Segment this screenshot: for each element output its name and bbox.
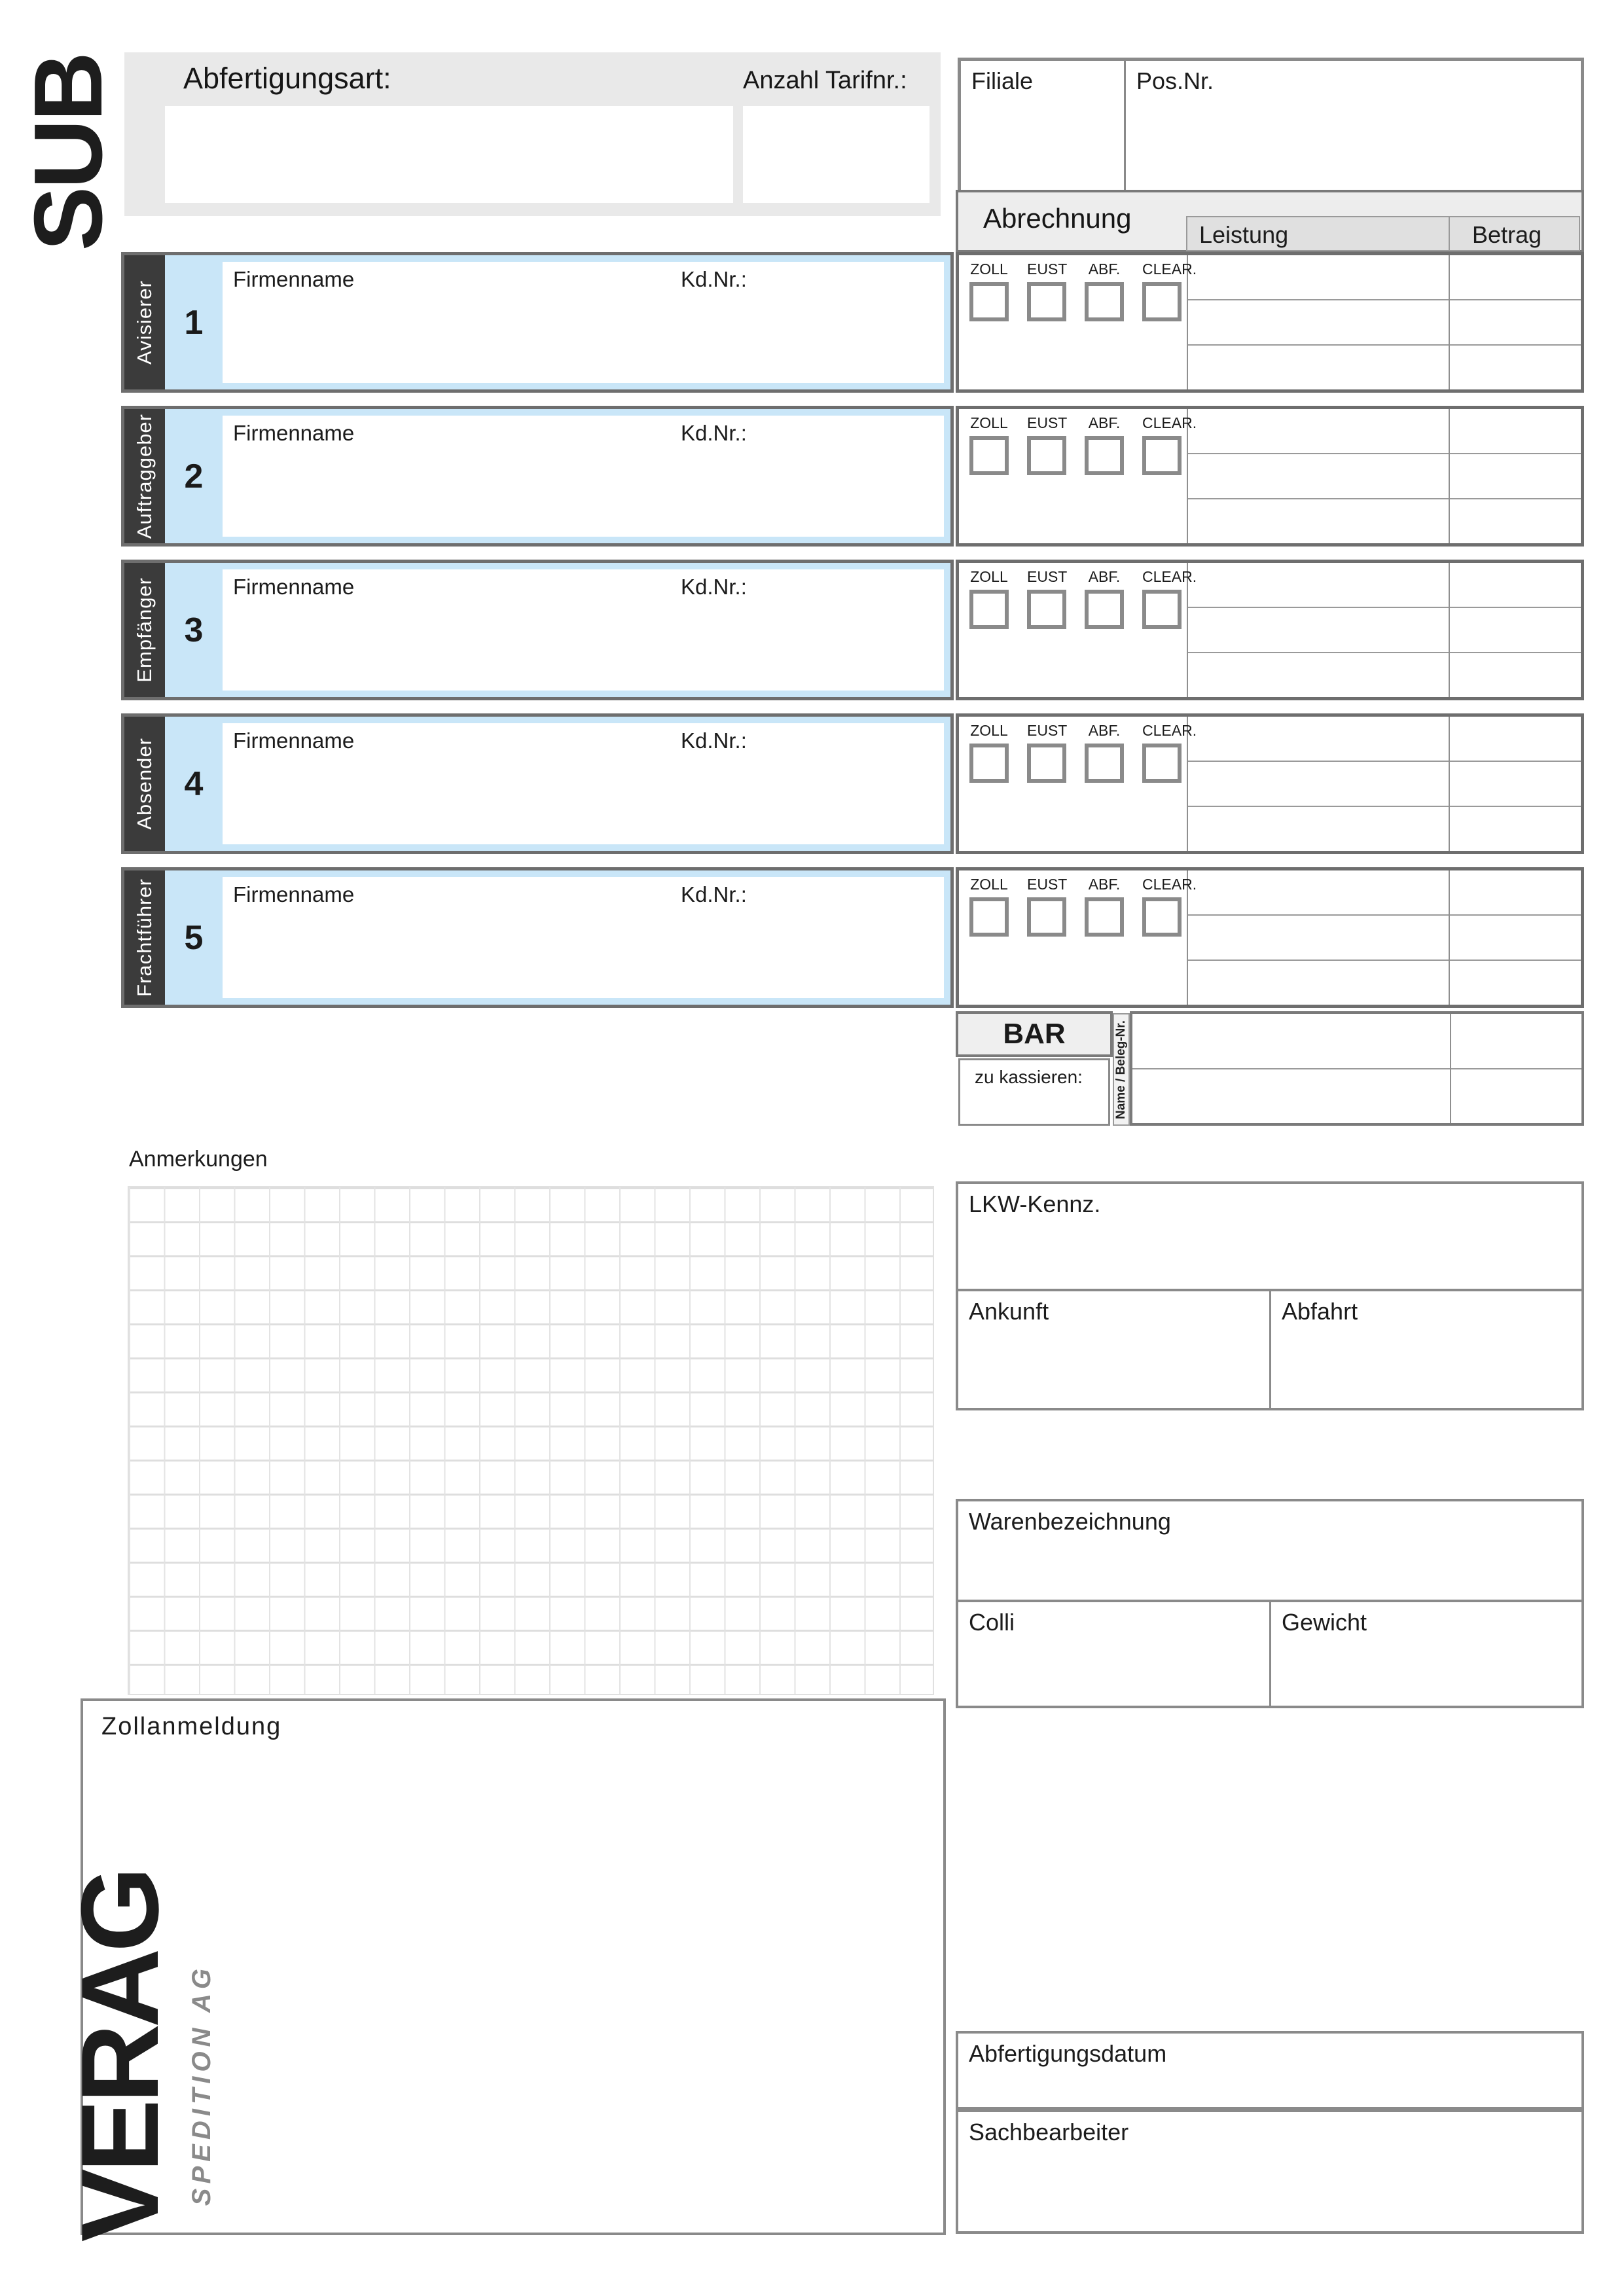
leistung-cell[interactable] <box>1188 563 1449 608</box>
kdnr-label: Kd.Nr.: <box>681 882 747 906</box>
abf-checkbox[interactable] <box>1085 897 1124 937</box>
leistung-cell[interactable] <box>1188 916 1449 961</box>
ankunft-label: Ankunft <box>969 1298 1049 1325</box>
leistung-cell[interactable] <box>1188 255 1449 300</box>
party-block-empfaenger <box>121 560 954 700</box>
eust-checkbox[interactable] <box>1027 744 1066 783</box>
eust-checkbox[interactable] <box>1027 590 1066 629</box>
abrechnung-group-1 <box>956 252 1584 393</box>
name-beleg-label: Name / Beleg-Nr. <box>1114 1020 1128 1119</box>
clear-label: CLEAR. <box>1142 876 1197 893</box>
betrag-cell[interactable] <box>1450 807 1581 851</box>
party-number: 4 <box>184 764 204 803</box>
abf-label: ABF. <box>1088 414 1121 431</box>
spedition-ag-text-container <box>182 1931 221 2206</box>
abrechnung-group-5 <box>956 867 1584 1008</box>
eust-checkbox[interactable] <box>1027 282 1066 321</box>
leistung-column-header: Leistung <box>1187 217 1450 250</box>
sub-logo-text: SUB <box>14 54 122 251</box>
sachbearbeiter-label: Sachbearbeiter <box>969 2119 1129 2145</box>
bar-header <box>956 1011 1113 1057</box>
role-strip <box>124 255 165 389</box>
bar-name-cell[interactable] <box>1132 1014 1450 1069</box>
betrag-cell[interactable] <box>1450 608 1581 653</box>
leistung-betrag-header <box>1186 216 1580 251</box>
role-label: Avisierer <box>133 279 156 365</box>
firmenname-label: Firmenname <box>233 728 355 753</box>
checkbox-zone <box>959 717 1197 851</box>
clear-label: CLEAR. <box>1142 722 1197 739</box>
abf-label: ABF. <box>1088 876 1121 893</box>
name-beleg-strip <box>1113 1013 1130 1126</box>
leistung-cell[interactable] <box>1188 608 1449 653</box>
role-strip <box>124 717 165 851</box>
party-block-absender <box>121 713 954 854</box>
leistung-cell[interactable] <box>1188 346 1449 389</box>
abrechnung-title: Abrechnung <box>983 203 1132 234</box>
waren-box <box>956 1499 1584 1708</box>
eust-label: EUST <box>1027 414 1068 431</box>
eust-checkbox[interactable] <box>1027 897 1066 937</box>
betrag-cell[interactable] <box>1450 346 1581 389</box>
party-number: 1 <box>184 303 204 342</box>
zoll-label: ZOLL <box>970 568 1008 585</box>
posnr-label: Pos.Nr. <box>1136 67 1214 94</box>
betrag-column-header: Betrag <box>1472 221 1542 248</box>
warenbezeichnung-label: Warenbezeichnung <box>969 1508 1171 1535</box>
checkbox-zone <box>959 255 1197 389</box>
ankunft-field[interactable] <box>958 1291 1271 1408</box>
abrechnung-group-3 <box>956 560 1584 700</box>
eust-label: EUST <box>1027 876 1068 893</box>
bar-betrag-cell[interactable] <box>1451 1014 1581 1069</box>
abfertigungsart-label: Abfertigungsart: <box>183 62 391 95</box>
role-strip <box>124 870 165 1005</box>
zoll-checkbox[interactable] <box>969 590 1009 629</box>
clear-checkbox[interactable] <box>1142 590 1182 629</box>
clear-label: CLEAR. <box>1142 568 1197 585</box>
betrag-cell[interactable] <box>1450 300 1581 346</box>
betrag-cell[interactable] <box>1450 499 1581 543</box>
colli-gewicht-row <box>958 1600 1581 1706</box>
bar-title: BAR <box>1003 1018 1066 1050</box>
clear-label: CLEAR. <box>1142 414 1197 431</box>
colli-field[interactable] <box>958 1602 1271 1706</box>
abfertigungsdatum-field[interactable] <box>956 2031 1584 2109</box>
betrag-cell[interactable] <box>1450 717 1581 762</box>
role-label: Frachtführer <box>133 878 156 997</box>
leistung-cell[interactable] <box>1188 717 1449 762</box>
leistung-cell[interactable] <box>1188 300 1449 346</box>
betrag-cell[interactable] <box>1450 653 1581 697</box>
zoll-label: ZOLL <box>970 722 1008 739</box>
anzahl-tarifnr-label: Anzahl Tarifnr.: <box>743 67 907 94</box>
betrag-cell[interactable] <box>1450 916 1581 961</box>
clear-checkbox[interactable] <box>1142 744 1182 783</box>
betrag-cell[interactable] <box>1450 409 1581 454</box>
leistung-cell[interactable] <box>1188 409 1449 454</box>
ankunft-abfahrt-row <box>958 1289 1581 1408</box>
verag-logo <box>58 1870 182 2242</box>
gewicht-field[interactable] <box>1271 1602 1581 1706</box>
role-label: Empfänger <box>133 577 156 683</box>
firmenname-label: Firmenname <box>233 575 355 599</box>
bar-betrag-cell[interactable] <box>1451 1069 1581 1124</box>
eust-checkbox[interactable] <box>1027 436 1066 475</box>
zoll-checkbox[interactable] <box>969 744 1009 783</box>
leistung-cell[interactable] <box>1188 762 1449 807</box>
zu-kassieren-label: zu kassieren: <box>975 1067 1083 1087</box>
abfahrt-field[interactable] <box>1271 1291 1581 1408</box>
colli-label: Colli <box>969 1609 1015 1636</box>
firmenname-label: Firmenname <box>233 421 355 445</box>
lkw-kennz-label: LKW-Kennz. <box>969 1191 1101 1217</box>
spedition-ag-text: SPEDITION AG <box>187 1964 216 2206</box>
gewicht-label: Gewicht <box>1282 1609 1367 1636</box>
betrag-cell[interactable] <box>1450 563 1581 608</box>
party-block-auftraggeber <box>121 406 954 547</box>
zollanmeldung-label: Zollanmeldung <box>101 1713 282 1740</box>
kdnr-label: Kd.Nr.: <box>681 728 747 753</box>
party-input-area[interactable] <box>223 569 944 691</box>
kdnr-label: Kd.Nr.: <box>681 267 747 291</box>
leistung-cell[interactable] <box>1188 807 1449 851</box>
verag-logo-text: VERAG <box>58 1870 181 2242</box>
role-label: Absender <box>133 738 156 830</box>
abf-checkbox[interactable] <box>1085 282 1124 321</box>
role-strip <box>124 409 165 543</box>
betrag-cell[interactable] <box>1450 255 1581 300</box>
betrag-cell[interactable] <box>1450 454 1581 499</box>
sachbearbeiter-field[interactable] <box>956 2109 1584 2234</box>
firmenname-label: Firmenname <box>233 267 355 291</box>
party-input-area[interactable] <box>223 723 944 844</box>
betrag-cell[interactable] <box>1450 762 1581 807</box>
party-input-area[interactable] <box>223 262 944 383</box>
bar-amount-rows <box>1130 1011 1584 1126</box>
role-label: Auftraggeber <box>133 413 156 539</box>
checkbox-zone <box>959 870 1197 1005</box>
party-number: 5 <box>184 918 204 957</box>
role-strip <box>124 563 165 697</box>
abf-checkbox[interactable] <box>1085 436 1124 475</box>
zoll-checkbox[interactable] <box>969 897 1009 937</box>
betrag-cell[interactable] <box>1450 870 1581 916</box>
zoll-label: ZOLL <box>970 414 1008 431</box>
clear-checkbox[interactable] <box>1142 282 1182 321</box>
party-input-area[interactable] <box>223 416 944 537</box>
party-block-avisierer <box>121 252 954 393</box>
anmerkungen-grid[interactable] <box>128 1186 934 1695</box>
abf-label: ABF. <box>1088 722 1121 739</box>
zoll-checkbox[interactable] <box>969 436 1009 475</box>
abfahrt-label: Abfahrt <box>1282 1298 1358 1325</box>
eust-label: EUST <box>1027 260 1068 278</box>
party-number: 3 <box>184 611 204 649</box>
top-header-panel <box>124 52 941 216</box>
zoll-label: ZOLL <box>970 260 1008 278</box>
clear-label: CLEAR. <box>1142 260 1197 278</box>
zu-kassieren-field[interactable] <box>958 1058 1110 1126</box>
eust-label: EUST <box>1027 722 1068 739</box>
leistung-cell[interactable] <box>1188 961 1449 1005</box>
abfertigungsdatum-label: Abfertigungsdatum <box>969 2040 1167 2067</box>
lkw-box <box>956 1181 1584 1410</box>
checkbox-zone <box>959 563 1197 697</box>
eust-label: EUST <box>1027 568 1068 585</box>
abrechnung-group-4 <box>956 713 1584 854</box>
party-block-frachtfuehrer <box>121 867 954 1008</box>
abf-checkbox[interactable] <box>1085 744 1124 783</box>
party-number: 2 <box>184 457 204 495</box>
firmenname-label: Firmenname <box>233 882 355 906</box>
bar-name-cell[interactable] <box>1132 1069 1450 1124</box>
leistung-cell[interactable] <box>1188 653 1449 697</box>
abf-label: ABF. <box>1088 568 1121 585</box>
abrechnung-group-2 <box>956 406 1584 547</box>
filiale-label: Filiale <box>971 67 1034 94</box>
checkbox-zone <box>959 409 1197 543</box>
betrag-cell[interactable] <box>1450 961 1581 1005</box>
clear-checkbox[interactable] <box>1142 897 1182 937</box>
clear-checkbox[interactable] <box>1142 436 1182 475</box>
kdnr-label: Kd.Nr.: <box>681 421 747 445</box>
abfertigungsart-input[interactable] <box>165 106 733 203</box>
kdnr-label: Kd.Nr.: <box>681 575 747 599</box>
leistung-cell[interactable] <box>1188 499 1449 543</box>
abf-checkbox[interactable] <box>1085 590 1124 629</box>
abf-label: ABF. <box>1088 260 1121 278</box>
leistung-cell[interactable] <box>1188 454 1449 499</box>
party-input-area[interactable] <box>223 877 944 998</box>
anzahl-tarifnr-input[interactable] <box>743 106 929 203</box>
sub-logo <box>14 12 122 293</box>
anmerkungen-label: Anmerkungen <box>129 1147 268 1172</box>
leistung-cell[interactable] <box>1188 870 1449 916</box>
zoll-label: ZOLL <box>970 876 1008 893</box>
zoll-checkbox[interactable] <box>969 282 1009 321</box>
